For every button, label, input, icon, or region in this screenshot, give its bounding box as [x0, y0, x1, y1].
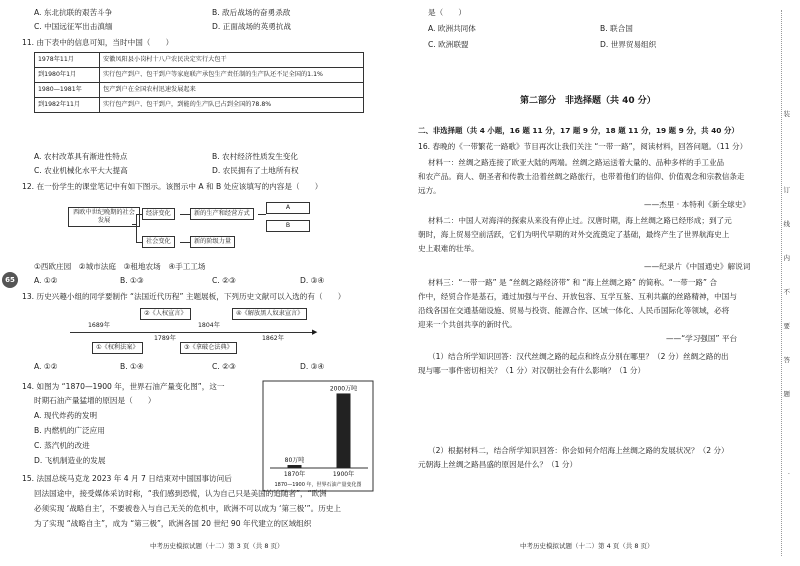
- q15-continuation: 是（ ）: [428, 8, 466, 17]
- q12-option-a[interactable]: A. ①②: [34, 276, 58, 285]
- q10-option-a[interactable]: A. 东北抗联的艰苦斗争: [34, 8, 113, 17]
- table-row: [35, 68, 364, 83]
- q13-year-1689: 1689年: [88, 322, 110, 329]
- arrow-line: [180, 242, 190, 243]
- side-label: 题: [783, 390, 790, 398]
- material2-line3: 史上艰难的壮举。: [418, 244, 479, 253]
- right-footer: 中考历史模拟试题（十二）第 4 页（共 8 页）: [520, 542, 654, 550]
- material3-line2: 作中，经贸合作是基石，通过加强与平台、开放包容、互学互鉴、互利共赢的丝路精神，中国与: [418, 292, 737, 301]
- material2-line2: 朝时，海上贸易空前活跃，它们为明代早期的对外交流奠定了基础，最终产生了世界航海史上: [418, 230, 730, 239]
- connector-line: [136, 214, 137, 242]
- q15-line2: 回法国途中，接受媒体采访时称，“我们感到恐慌，认为自己只是美国的追随者”，“欧洲: [34, 489, 327, 498]
- q14-option-a[interactable]: A. 现代炸药的发明: [34, 411, 98, 420]
- side-label: 订: [783, 186, 790, 194]
- table-cell: 实行包产到户、包干到户，到能的生产队已占到全国的78.8%: [100, 98, 364, 113]
- page-badge: 65: [2, 272, 18, 288]
- q12-option-d[interactable]: D. ③④: [300, 276, 325, 285]
- q13-option-b[interactable]: B. ①④: [120, 362, 144, 371]
- q15-line4: 为了实现 “战略自主”，成为 “第三极”，欧洲各国 20 世纪 90 年代建立的区域组织: [34, 519, 312, 528]
- chart-frame: [263, 381, 373, 491]
- material1-line3: 远方。: [418, 186, 441, 195]
- q10-option-d[interactable]: D. 正面战场的英勇抗战: [212, 22, 292, 31]
- material1-line1: 材料一：丝绸之路连接了欧亚大陆的两端。丝绸之路运送着大量的、品种多样的手工业品: [428, 158, 725, 167]
- right-page: [400, 0, 800, 566]
- oil-production-chart: [262, 380, 374, 492]
- q12-box-b: B: [266, 220, 310, 232]
- table-cell: 包产到户在全国农村迅速发展起来: [100, 83, 364, 98]
- q14-stem-line1: 14. 如图为 “1870—1900 年，世界石油产量变化图”，这一: [22, 382, 225, 391]
- table-row: [35, 53, 364, 68]
- q15-option-b[interactable]: B. 联合国: [600, 24, 633, 33]
- left-footer: 中考历史模拟试题（十二）第 3 页（共 8 页）: [150, 542, 284, 550]
- side-label: 内: [783, 254, 790, 262]
- q12-root-box: 西欧中世纪晚期的社会发展: [68, 207, 140, 227]
- q10-option-c[interactable]: C. 中国远征军出击滇缅: [34, 22, 113, 31]
- table-cell: 到1982年11月: [35, 98, 100, 113]
- q15-line1: 15. 法国总统马克龙 2023 年 4 月 7 日结束对中国国事访问后: [22, 474, 232, 483]
- arrow-right-icon: ▶: [312, 328, 318, 336]
- q14-option-d[interactable]: D. 飞机制造业的发展: [34, 456, 106, 465]
- material3-source: ——“学习强国” 平台: [666, 334, 738, 343]
- q13-doc-4: ④《解放黑人奴隶宣言》: [232, 308, 307, 320]
- q14-option-b[interactable]: B. 内燃机的广泛应用: [34, 426, 105, 435]
- q14-option-c[interactable]: C. 蒸汽机的改进: [34, 441, 90, 450]
- q12-econ-box: 经济变化: [142, 208, 175, 220]
- table-row: [35, 98, 364, 113]
- q15-option-c[interactable]: C. 欧洲联盟: [428, 40, 469, 49]
- q13-doc-3: ③《拿破仑法典》: [180, 342, 237, 354]
- side-label: 答: [783, 356, 790, 364]
- side-label: 线: [783, 220, 790, 228]
- q16-stem: 16. 春晚的《一带繁花一路歌》节目再次让我们关注 “一带一路”，阅读材料，回答问题。（11 分）: [418, 142, 748, 151]
- material3-line1: 材料三：“一带一路” 是 “丝绸之路经济带” 和 “海上丝绸之路” 的简称。“一带一路” 合: [428, 278, 717, 287]
- q13-option-a[interactable]: A. ①②: [34, 362, 58, 371]
- q13-stem: 13. 历史兴趣小组的同学要制作 “法国近代历程” 主题展板，下列历史文献可以入选的有（ ）: [22, 292, 346, 301]
- table-cell: 1980—1981年: [35, 83, 100, 98]
- side-label: ·: [787, 470, 790, 478]
- q12-box-a: A: [266, 202, 310, 214]
- material2-source: ——纪录片《中国通史》解说词: [644, 262, 751, 271]
- q13-year-1804: 1804年: [198, 322, 220, 329]
- q12-soc-box: 社会变化: [142, 236, 175, 248]
- section-intro: 二、非选择题（共 4 小题，16 题 11 分，17 题 9 分，18 题 11 分，19 题 9 分，共 40 分）: [418, 126, 739, 135]
- bar: [337, 393, 351, 468]
- q11-option-b[interactable]: B. 农村经济性质发生变化: [212, 152, 298, 161]
- sub1-line2: 现与哪一事件密切相关？（1 分）对汉朝社会有什么影响？（1 分）: [418, 366, 646, 375]
- q13-option-c[interactable]: C. ②③: [212, 362, 236, 371]
- side-label: 不: [783, 288, 790, 296]
- q11-stem: 11. 由下表中的信息可知，当时中国（ ）: [22, 38, 174, 47]
- material1-line2: 和农产品。商人、朝圣者和传教士沿着丝绸之路旅行，也带着他们的信仰、价值观念和宗教信条走: [418, 172, 745, 181]
- timeline-axis: [70, 332, 314, 333]
- q11-option-c[interactable]: C. 农业机械化水平大大提高: [34, 166, 128, 175]
- table-row: [35, 83, 364, 98]
- q13-year-1862: 1862年: [262, 335, 284, 342]
- connector-line: [132, 224, 136, 225]
- q13-doc-2: ②《人权宣言》: [140, 308, 191, 320]
- sub1-line1: （1）结合所学知识回答：汉代丝绸之路的起点和终点分别在哪里？（2 分）丝绸之路的出: [428, 352, 729, 361]
- q10-option-b[interactable]: B. 敌后战场的奋勇杀敌: [212, 8, 291, 17]
- x-tick-label: 1900年: [332, 471, 355, 478]
- q15-option-d[interactable]: D. 世界贸易组织: [600, 40, 657, 49]
- material1-source: ——杰里 · 本特利《新全球史》: [644, 200, 750, 209]
- binding-line: [781, 10, 782, 556]
- table-cell: 到1980年1月: [35, 68, 100, 83]
- data-label: 80万吨: [284, 457, 305, 465]
- q11-table: [34, 52, 364, 113]
- q14-stem-line2: 时期石油产量猛增的原因是（ ）: [34, 396, 156, 405]
- q13-year-1789: 1789年: [154, 335, 176, 342]
- connector-line: [136, 242, 142, 243]
- q12-option-c[interactable]: C. ②③: [212, 276, 236, 285]
- material3-line3: 沿线各国在交通基础设施、贸易与投资、能源合作、区域一体化、人民币国际化等领域，必将: [418, 306, 730, 315]
- connector-line: [136, 214, 142, 215]
- q12-soc-result-box: 新的阶级力量: [190, 236, 235, 248]
- material3-line4: 迎来一个共创共享的新时代。: [418, 320, 517, 329]
- table-cell: 安徽凤阳县小岗村十八户农民决定实行大包干: [100, 53, 364, 68]
- bar: [288, 465, 302, 468]
- q12-items: ①西欧庄园 ②城市法庭 ③租地农场 ④手工工场: [34, 262, 206, 271]
- side-label: 装: [783, 110, 790, 118]
- q15-option-a[interactable]: A. 欧洲共同体: [428, 24, 476, 33]
- q12-econ-result-box: 新的生产和经营方式: [190, 208, 254, 220]
- side-label: 要: [783, 322, 790, 330]
- q12-stem: 12. 在一份学生的课堂笔记中有如下图示。该图示中 A 和 B 处应该填写的内容是（ ）: [22, 182, 323, 191]
- sub2-line2: 元朝海上丝绸之路昌盛的原因是什么？（1 分）: [418, 460, 578, 469]
- q11-option-a[interactable]: A. 农村改革具有渐进性特点: [34, 152, 128, 161]
- q13-option-d[interactable]: D. ③④: [300, 362, 325, 371]
- q11-option-d[interactable]: D. 农民拥有了土地所有权: [212, 166, 299, 175]
- data-label: 2000万吨: [329, 385, 358, 393]
- q12-option-b[interactable]: B. ①③: [120, 276, 144, 285]
- q13-doc-1: ①《权利法案》: [92, 342, 143, 354]
- material2-line1: 材料二：中国人对海洋的探索从来没有停止过。汉唐时期，海上丝绸之路已经形成；到了元: [428, 216, 732, 225]
- q15-line3: 必须实现 ‘战略自主’，不要被卷入与自己无关的危机中，欧洲不可以成为 ‘第三极’”。历史上: [34, 504, 341, 513]
- chart-title: 1870—1900 年，世界石油产量变化图: [274, 482, 362, 488]
- sub2-line1: （2）根据材料二，结合所学知识回答：你会如何介绍海上丝绸之路的发展状况？（2 分）: [428, 446, 729, 455]
- table-cell: 实行包产到户、包干到户等家庭联产承包生产责任制的生产队还不足全国的1.1%: [100, 68, 364, 83]
- arrow-line: [258, 214, 266, 215]
- section-title: 第二部分 非选择题（共 40 分）: [520, 96, 656, 106]
- table-cell: 1978年11月: [35, 53, 100, 68]
- x-tick-label: 1870年: [283, 471, 306, 478]
- arrow-line: [180, 214, 190, 215]
